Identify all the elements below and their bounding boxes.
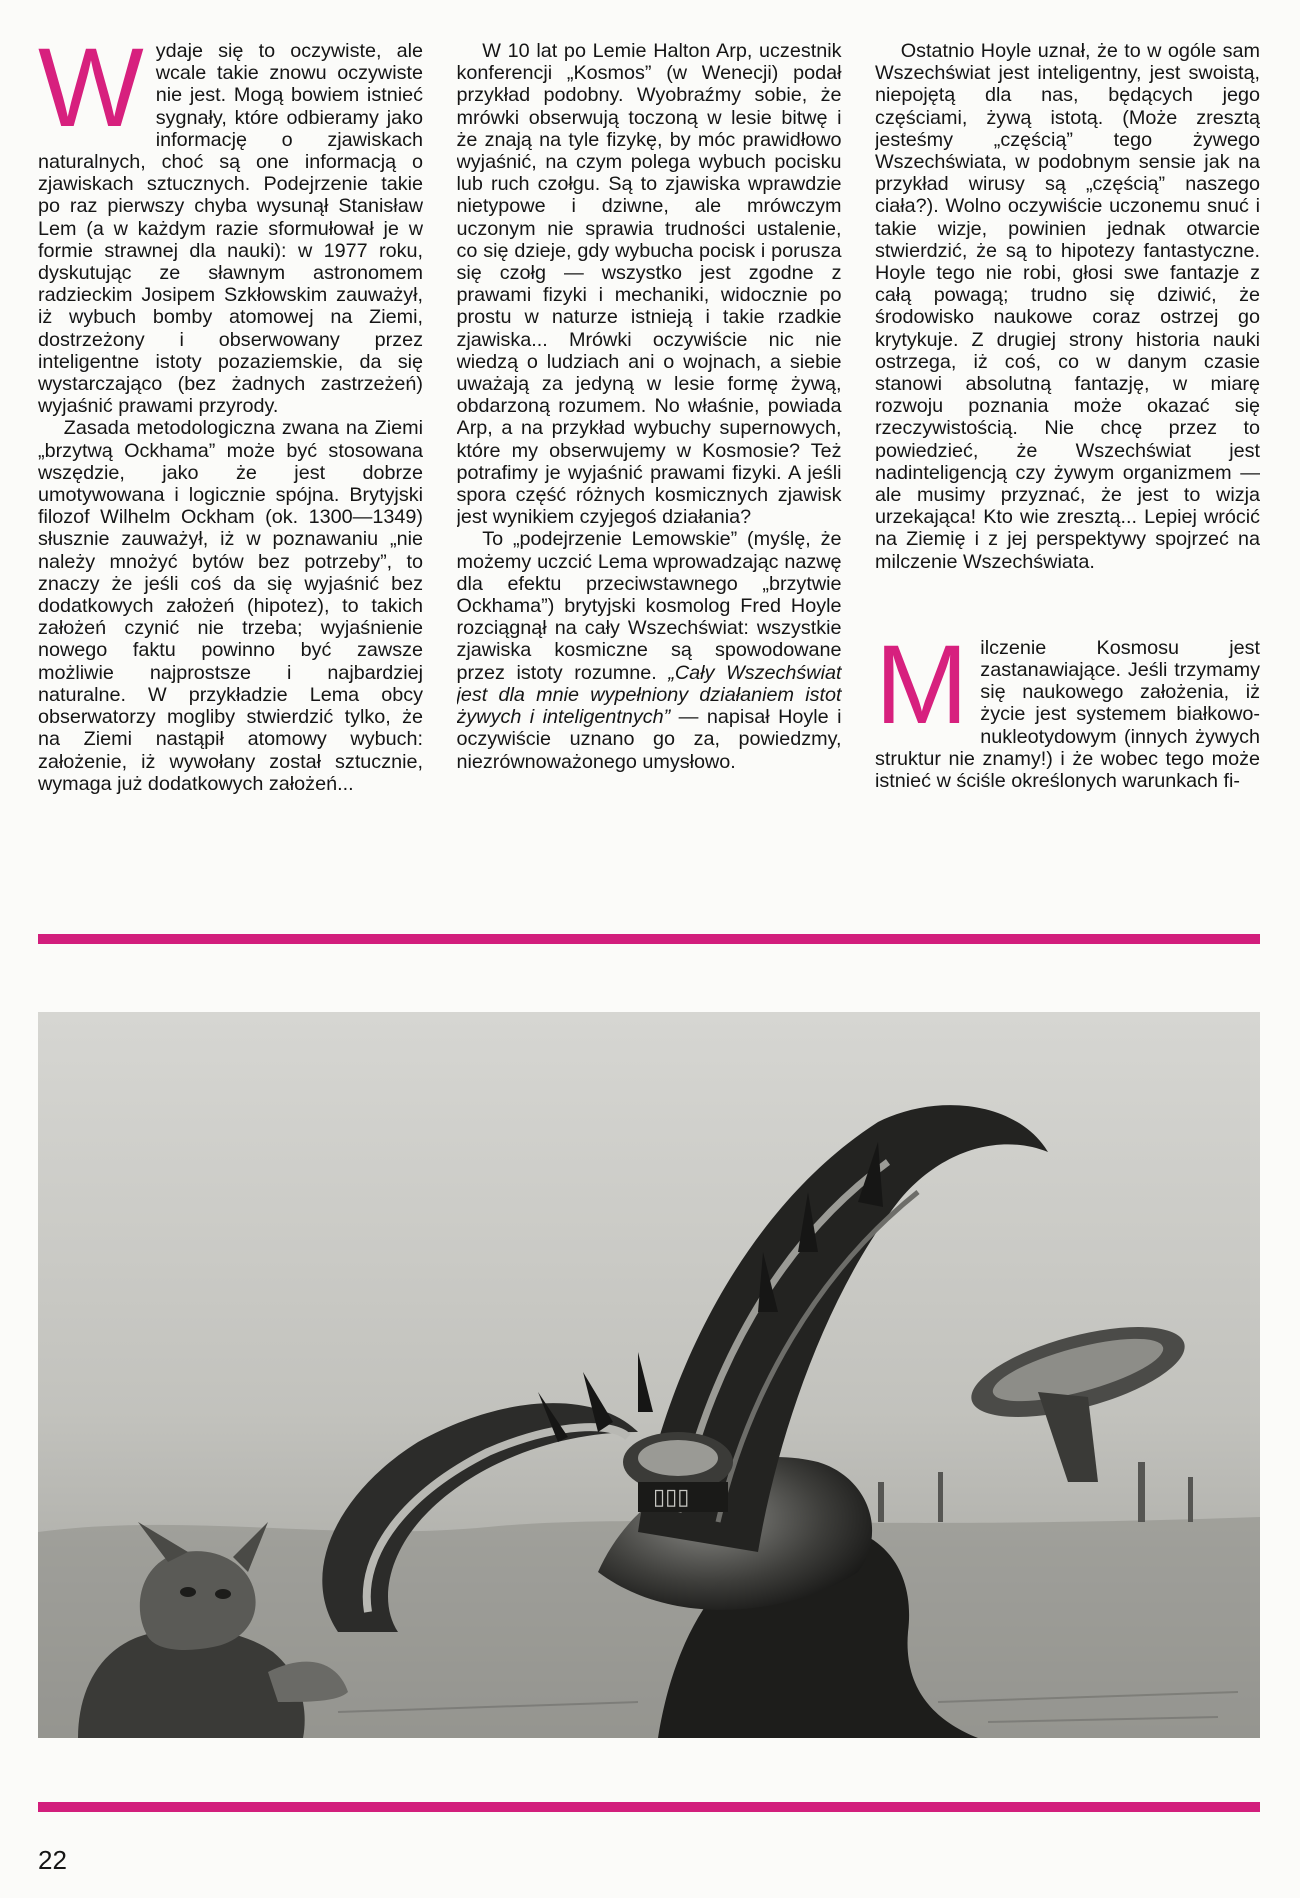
accent-rule-top — [38, 934, 1260, 944]
paragraph: ilczenie Kosmosu jest zastanawiające. Jeśli trzymamy się naukowego założenia, iż życie jest systemem białkowo-nukleotydowym (innych żywych struktur nie znamy!) i że wobec tego może istnieć w ściśle określonych warunkach fi- — [875, 636, 1260, 793]
paragraph: ydaje się to oczywiste, ale wcale takie znowu oczywiste nie jest. Mogą bowiem istnieć sygnały, które odbieramy jako informację o zjawiskach naturalnych, choć są one informacją o zjawiskach sztucznych. Podejrzenie takie po raz pierwszy chyba wysunął Stanisław Lem (a w każdym razie sformułował je w formie strawnej dla nauki): w 1977 roku, dyskutując ze sławnym astronomem radzieckim Josipem Szkłowskim zauważył, iż wybuch bomby atomowej na Ziemi, dostrzeżony i obserwowany przez inteligentne istoty pozaziemskie, da się wystarczająco (bez żadnych zastrzeżeń) wyjaśnić prawami przyrody. — [38, 40, 423, 418]
article-column-2 — [457, 40, 842, 920]
paragraph-text: To „podejrzenie Lemowskie” (myślę, że możemy uczcić Lema wprowadzając nazwę dla efektu przeciwstawnego „brzytwie Ockhama”) brytyjski kosmolog Fred Hoyle rozciągnął na cały Wszechświat: wszystkie zjawiska kosmiczne są spowodowane przez istoty rozumne. — [456, 528, 842, 684]
page-number: 22 — [38, 1845, 67, 1875]
article-columns — [38, 40, 1260, 920]
paragraph-with-quote — [457, 528, 842, 772]
illustration — [38, 1012, 1260, 1738]
alien-machine-illustration — [38, 1012, 1260, 1738]
dropcap-m: M — [875, 621, 969, 747]
svg-text:▯▯▯: ▯▯▯ — [653, 1484, 690, 1509]
article-column-1 — [38, 40, 423, 920]
accent-rule-bottom — [38, 1802, 1260, 1812]
paragraph: Ostatnio Hoyle uznał, że to w ogóle sam Wszechświat jest inteligentny, jest swoistą, niepojętą dla nas, będących jego częściami, żywą istotą. (Może zresztą jesteśmy „częścią” tego żywego Wszechświata, w podobnym sensie jak na przykład wirusy są „częścią” naszego ciała?). Wolno oczywiście uczonemu snuć i takie wizje, powinien jednak otwarcie stwierdzić, że są to hipotezy fantastyczne. Hoyle tego nie robi, głosi swe fantazje z całą powagą; trudno się dziwić, że środowisko naukowe coraz ostrzej go krytykuje. Z drugiej strony historia nauki ostrzega, iż coś, co w danym czasie stanowi absolutną fantazję, w miarę rozwoju poznania może okazać się rzeczywistością. Nie chcę przez to powiedzieć, że Wszechświat jest nadinteligencją czy żywym organizmem — ale musimy przyznać, że jest to wizja urzekająca! Kto wie zresztą... Lepiej wrócić na Ziemię i z jej perspektywy spojrzeć na milczenie Wszechświata. — [875, 40, 1260, 573]
paragraph: Zasada metodologiczna zwana na Ziemi „brzytwą Ockhama” może być stosowana wszędzie, jako że jest dobrze umotywowana i logicznie spójna. Brytyjski filozof Wilhelm Ockham (ok. 1300—1349) słusznie zauważył, iż w poznawaniu „nie należy mnożyć bytów bez potrzeby”, to znaczy że jeśli coś da się wyjaśnić bez dodatkowych założeń (hipotez), to takich założeń czynić nie trzeba; wyjaśnienie nowego faktu powinno być zawsze możliwie najprostsze i najbardziej naturalne. W przykładzie Lema obcy obserwatorzy mogliby stwierdzić tylko, że na Ziemi nastąpił atomowy wybuch: założenie, iż wywołany został sztucznie, wymaga już dodatkowych założeń... — [38, 417, 423, 795]
paragraph-text: — napisał Hoyle i oczywiście uznano go za, powiedzmy, niezrównoważonego umysłowo. — [456, 706, 842, 773]
hoyle-quote: „Cały Wszechświat jest dla mnie wypełniony działaniem istot żywych i inteligentnych” — [456, 661, 842, 729]
dropcap-w: W — [38, 40, 144, 150]
paragraph: W 10 lat po Lemie Halton Arp, uczestnik konferencji „Kosmos” (w Wenecji) podał przykład podobny. Wyobraźmy sobie, że mrówki obserwują toczoną w lesie bitwę i że znają na tyle fizykę, by móc prawidłowo wyjaśnić, na czym polega wybuch pocisku lub ruch czołgu. Są to zjawiska wprawdzie nietypowe i dziwne, ale mrówczym uczonym nie sprawia trudności ustalenie, co się dzieje, gdy wybucha pocisk i porusza się czołg — wszystko jest zgodne z prawami fizyki i mechaniki, widocznie po prostu w naturze istnieją i takie rzadkie zjawiska... Mrówki oczywiście nic nie wiedzą o ludziach ani o wojnach, a siebie uważają za jedyną w lesie formę żywą, obdarzoną rozumem. No właśnie, powiada Arp, a na przykład wybuchy supernowych, które my obserwujemy w Kosmosie? Też potrafimy je wyjaśnić prawami fizyki. A jeśli spora część różnych kosmicznych zjawisk jest wynikiem czyjegoś działania? — [456, 40, 842, 529]
article-column-3 — [875, 40, 1260, 920]
